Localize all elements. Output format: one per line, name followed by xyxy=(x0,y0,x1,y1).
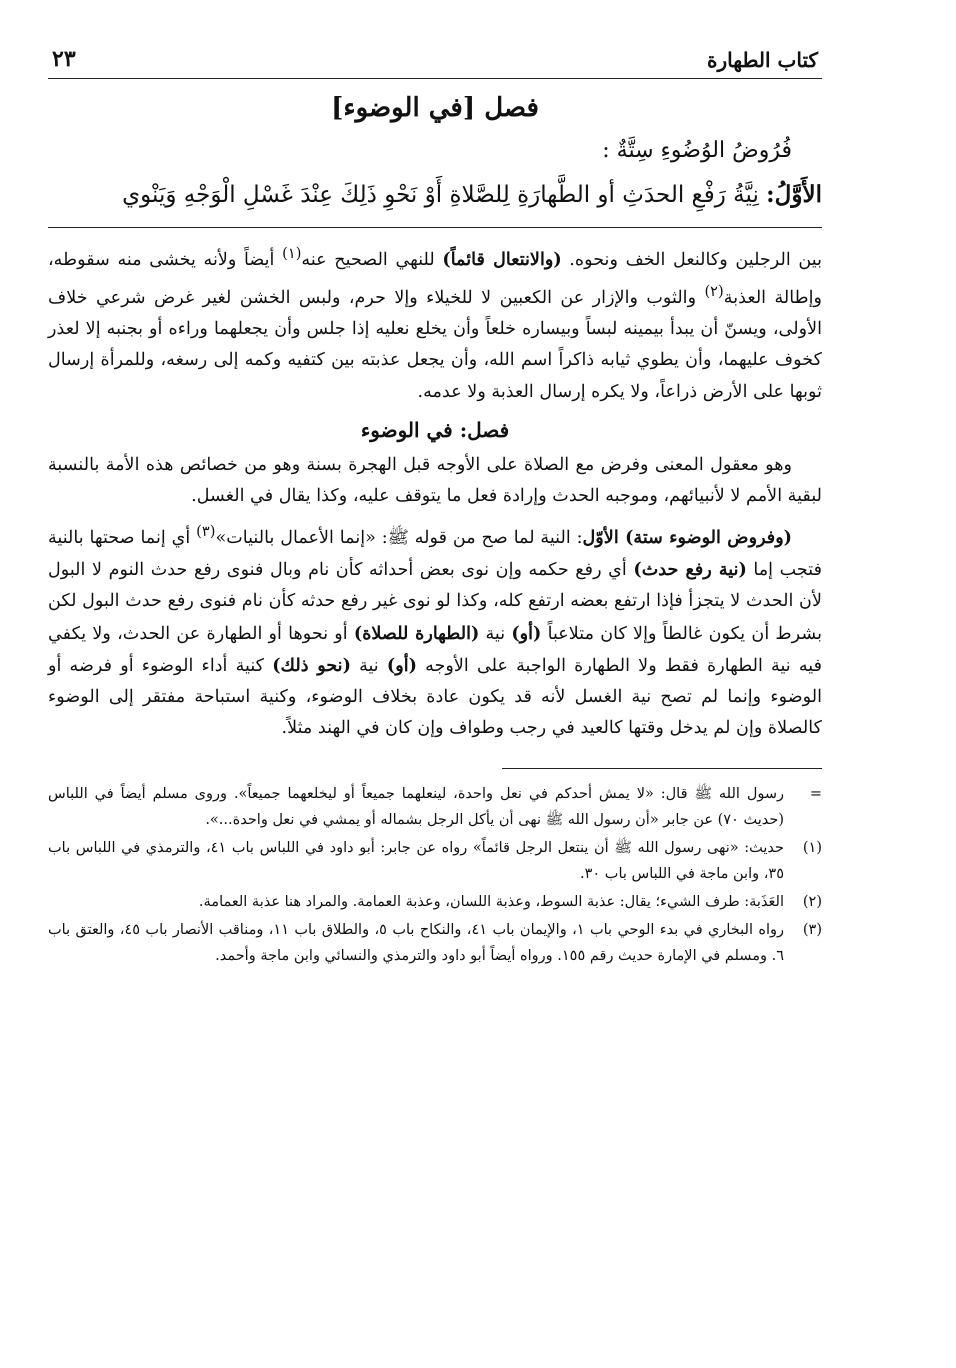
p3-text-2: أي إنما صحتها بالنية فتجب إما xyxy=(48,528,822,581)
chapter-title: فصل [في الوضوء] xyxy=(331,93,539,123)
p3-text-4: نية xyxy=(479,623,512,644)
footnote-marker: (٣) xyxy=(802,922,822,939)
matn-label: الأَوَّلُ: xyxy=(766,181,822,208)
footnote-marker: (١) xyxy=(802,840,822,857)
matn-line-1: فُرُوضُ الوُضُوءِ سِتَّةٌ : xyxy=(602,138,792,163)
p3-bold-2: (نية رفع حدث) xyxy=(633,559,747,581)
footnote-2 xyxy=(48,889,822,915)
p1-text-4: والثوب والإزار عن الكعبين لا للخيلاء وإلا حرم، ولبس الخشن لغير غرض شرعي خلاف الأولى، ويسنّ أن يبدأ بيمينه لبساً وبيساره خلعاً وأن يخلع نعليه إذا جلس وأن يجعلهما وراءه أو بجنبه إلا لعذر كخوف عليهما، وأن يطوي ثيابه ذاكراً اسم الله، وأن يجعل عذبته بين كتفيه وكمه إلى رسغه، وللمرأة إرسال ثوبها على الأرض ذراعاً، ولا يكره إرسال العذبة ولا عدمه. xyxy=(48,287,822,402)
matn-text: نِيَّةُ رَفْعِ الحدَثِ أو الطَّهارَةِ لِلصَّلاةِ أَوْ نَحْوِ ذَلِكَ عِنْدَ غَسْلِ الْوَجْهِ وَيَنْوي xyxy=(122,182,767,208)
footnote-text: رواه البخاري في بدء الوحي باب ١، والإيمان باب ٤١، والنكاح باب ٥، والطلاق باب ١١، ومناقب الأنصار باب ٤٥، والعتق باب ٦. ومسلم في الإمارة حديث رقم ١٥٥. ورواه أيضاً أبو داود والترمذي والنسائي وابن ماجة وأحمد. xyxy=(48,922,785,965)
footnote-marker: (٢) xyxy=(802,894,822,911)
footnote-text: العَذَبة: طرف الشيء؛ يقال: عذبة السوط، وعذبة اللسان، وعذبة العمامة. والمراد هنا عذبة العمامة. xyxy=(198,894,784,911)
footnote-ref-3[interactable]: (٣) xyxy=(196,523,216,541)
footnote-text: حديث: «نهى رسول الله ﷺ أن ينتعل الرجل قائماً» رواه عن جابر: أبو داود في اللباس باب ٤١، والترمذي في اللباس باب ٣٥، وابن ماجة في اللباس باب ٣٠. xyxy=(48,840,784,883)
footnote-3 xyxy=(48,917,822,969)
p3-text-1: : النية لما صح من قوله ﷺ: «إنما الأعمال بالنيات» xyxy=(215,528,583,548)
p1-bold-1: (والانتعال قائماً) xyxy=(442,248,562,270)
p3-bold-1: (وفروض الوضوء ستة) الأوّل xyxy=(582,527,793,548)
p3-text-3: أي رفع حكمه وإن نوى بعض أحداثه كأن نام وبال فنوى رفع حدث النوم لا البول لأن الحدث لا يتجزأ فإذا ارتفع بعضه ارتفع كله، وكذا لو نوى غير رفع حدثه كأن نام فنوى رفع حدث البول لكن بشرط أن يكون غالطاً وإلا كان متلاعباً xyxy=(48,560,822,644)
p3-text-6: نية xyxy=(350,655,387,676)
footnote-marker: = xyxy=(809,786,822,803)
footnote-ref-2[interactable]: (٢) xyxy=(704,283,724,301)
footnote-1 xyxy=(48,835,822,887)
footnote-continued xyxy=(48,781,822,833)
p3-bold-6: (نحو ذلك) xyxy=(272,654,351,676)
p3-text-5: أو نحوها أو الطهارة عن الحدث، ولا يكفي فيه نية الطهارة فقط ولا الطهارة الواجبة على الأوجه xyxy=(48,623,823,676)
footnote-separator xyxy=(502,768,822,769)
p1-text-3: أيضاً ولأنه يخشى منه سقوطه، وإطالة العذبة xyxy=(48,249,822,308)
page-header xyxy=(48,30,822,79)
paragraph-1 xyxy=(48,238,822,408)
p3-bold-3: (أو) xyxy=(511,622,542,644)
footnote-ref-1[interactable]: (١) xyxy=(282,245,302,262)
p1-text-1: بين الرجلين وكالنعل الخف ونحوه. xyxy=(561,249,822,270)
p1-text-2: للنهي الصحيح عنه xyxy=(301,249,443,270)
p3-bold-5: (أو) xyxy=(386,654,417,676)
paragraph-3 xyxy=(48,516,822,744)
paragraph-2: وهو معقول المعنى وفرض مع الصلاة على الأوجه قبل الهجرة بسنة وهو من خصائص هذه الأمة بالنسبة لبقية الأمم لا لأنبيائهم، وموجبه الحدث وإرادة فعل ما يتوقف عليه، وكذا يقال في الغسل. xyxy=(48,454,822,506)
matn-divider xyxy=(48,227,822,228)
page-number: ٢٣ xyxy=(52,46,76,72)
p3-text-7: كنية أداء الوضوء أو فرضه أو الوضوء وإنما لم تصح نية الغسل لأنه قد يكون عادة بخلاف الوضوء، وكنية استباحة مفتقر إلى الوضوء كالصلاة وإن لم يدخل وقتها كالعيد في رجب وطواف وإن كان في الهند مثلاً. xyxy=(48,655,822,739)
section-title: فصل: في الوضوء xyxy=(360,417,510,442)
book-page xyxy=(48,30,822,971)
p3-bold-4: (الطهارة للصلاة) xyxy=(353,622,480,644)
footnote-text: رسول الله ﷺ قال: «لا يمش أحدكم في نعل واحدة، لينعلهما جميعاً أو ليخلعهما جميعاً». وروى مسلم أيضاً في اللباس (حديث ٧٠) عن جابر «أن رسول الله ﷺ نهى أن يأكل الرجل بشماله أو يمشي في نعل واحدة...». xyxy=(48,786,784,829)
matn-line-2 xyxy=(48,173,822,217)
running-head: كتاب الطهارة xyxy=(707,48,818,72)
footnotes xyxy=(48,781,822,969)
